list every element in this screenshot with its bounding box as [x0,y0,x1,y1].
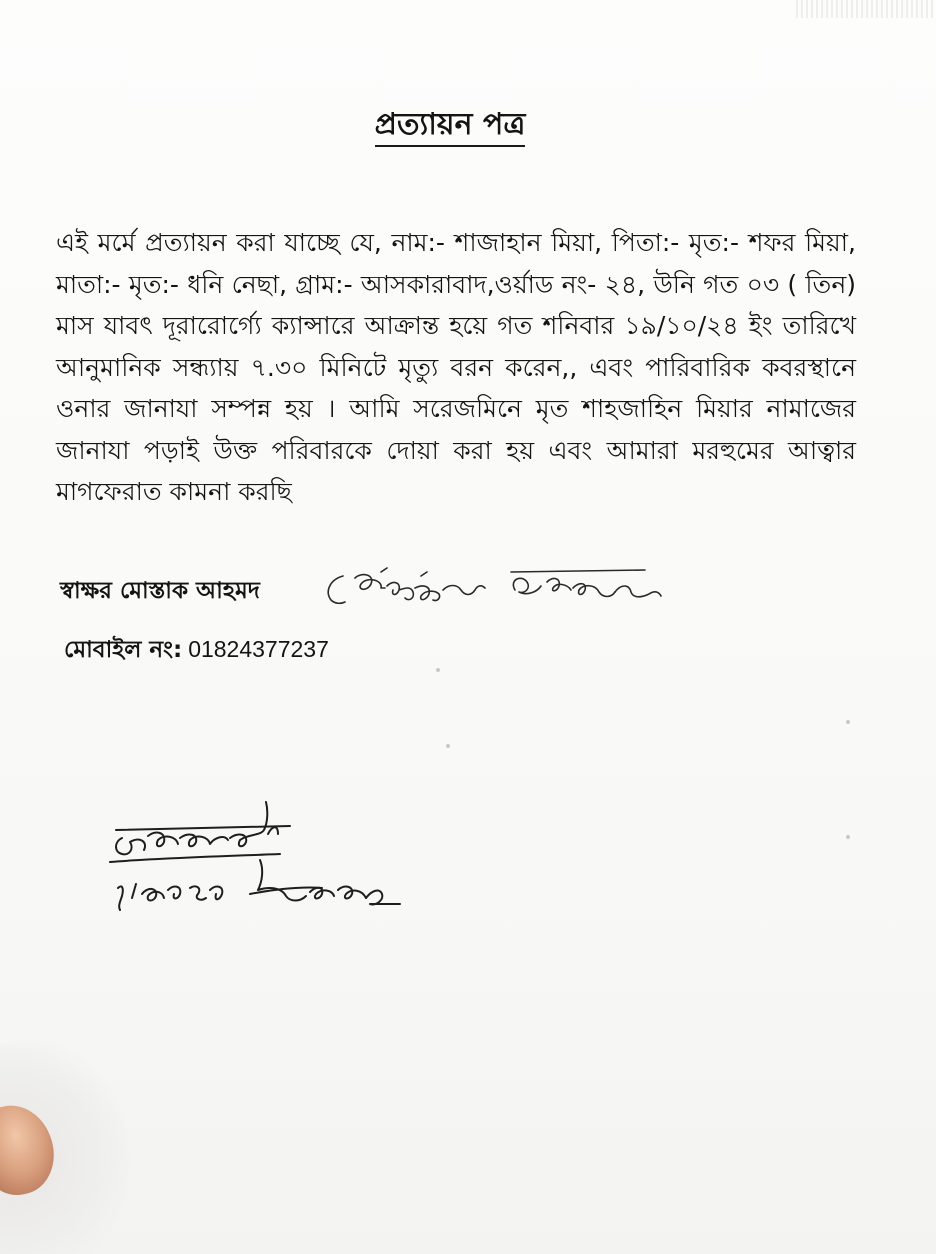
paper-mark [846,720,850,724]
document-title [0,103,900,147]
paper-mark [436,668,440,672]
scan-noise [796,0,936,18]
mobile-label: মোবাইল নং: [64,637,183,663]
paper-mark [446,744,450,748]
attesting-signature-and-date [100,790,420,930]
certificate-body: এই মর্মে প্রত্যায়ন করা যাচ্ছে যে, নাম:- শাজাহান মিয়া, পিতা:- মৃত:- শফর মিয়া, মাতা:- মৃত:- ধনি নেছা, গ্রাম:- আসকারাবাদ,ওর্য়াড নং- ২৪, উনি গত ০৩ ( তিন) মাস যাবৎ দূরারোর্গ্যে ক্যান্সারে আক্রান্ত হয়ে গত শনিবার ১৯/১০/২৪ ইং তারিখে আনুমানিক সন্ধ্যায় ৭.৩০ মিনিটে মৃত্যু বরন করেন,, এবং পারিবারিক কবরস্থানে ওনার জানাযা সম্পন্ন হয় । আমি সরেজমিনে মৃত শাহজাহিন মিয়ার নামাজের জানাযা পড়াই উক্ত পরিবারকে দোয়া করা হয় এবং আমারা মরহুমের আত্বার মাগফেরাত কামনা করছি [56,228,856,506]
paper-mark [846,835,850,839]
handwritten-signature [315,562,675,622]
mobile-line [64,631,329,668]
mobile-number: 01824377237 [188,636,329,662]
signature-label: স্বাক্ষর মোস্তাক আহমদ [60,578,260,604]
title-text: প্রত্যায়ন পত্র [375,107,526,147]
